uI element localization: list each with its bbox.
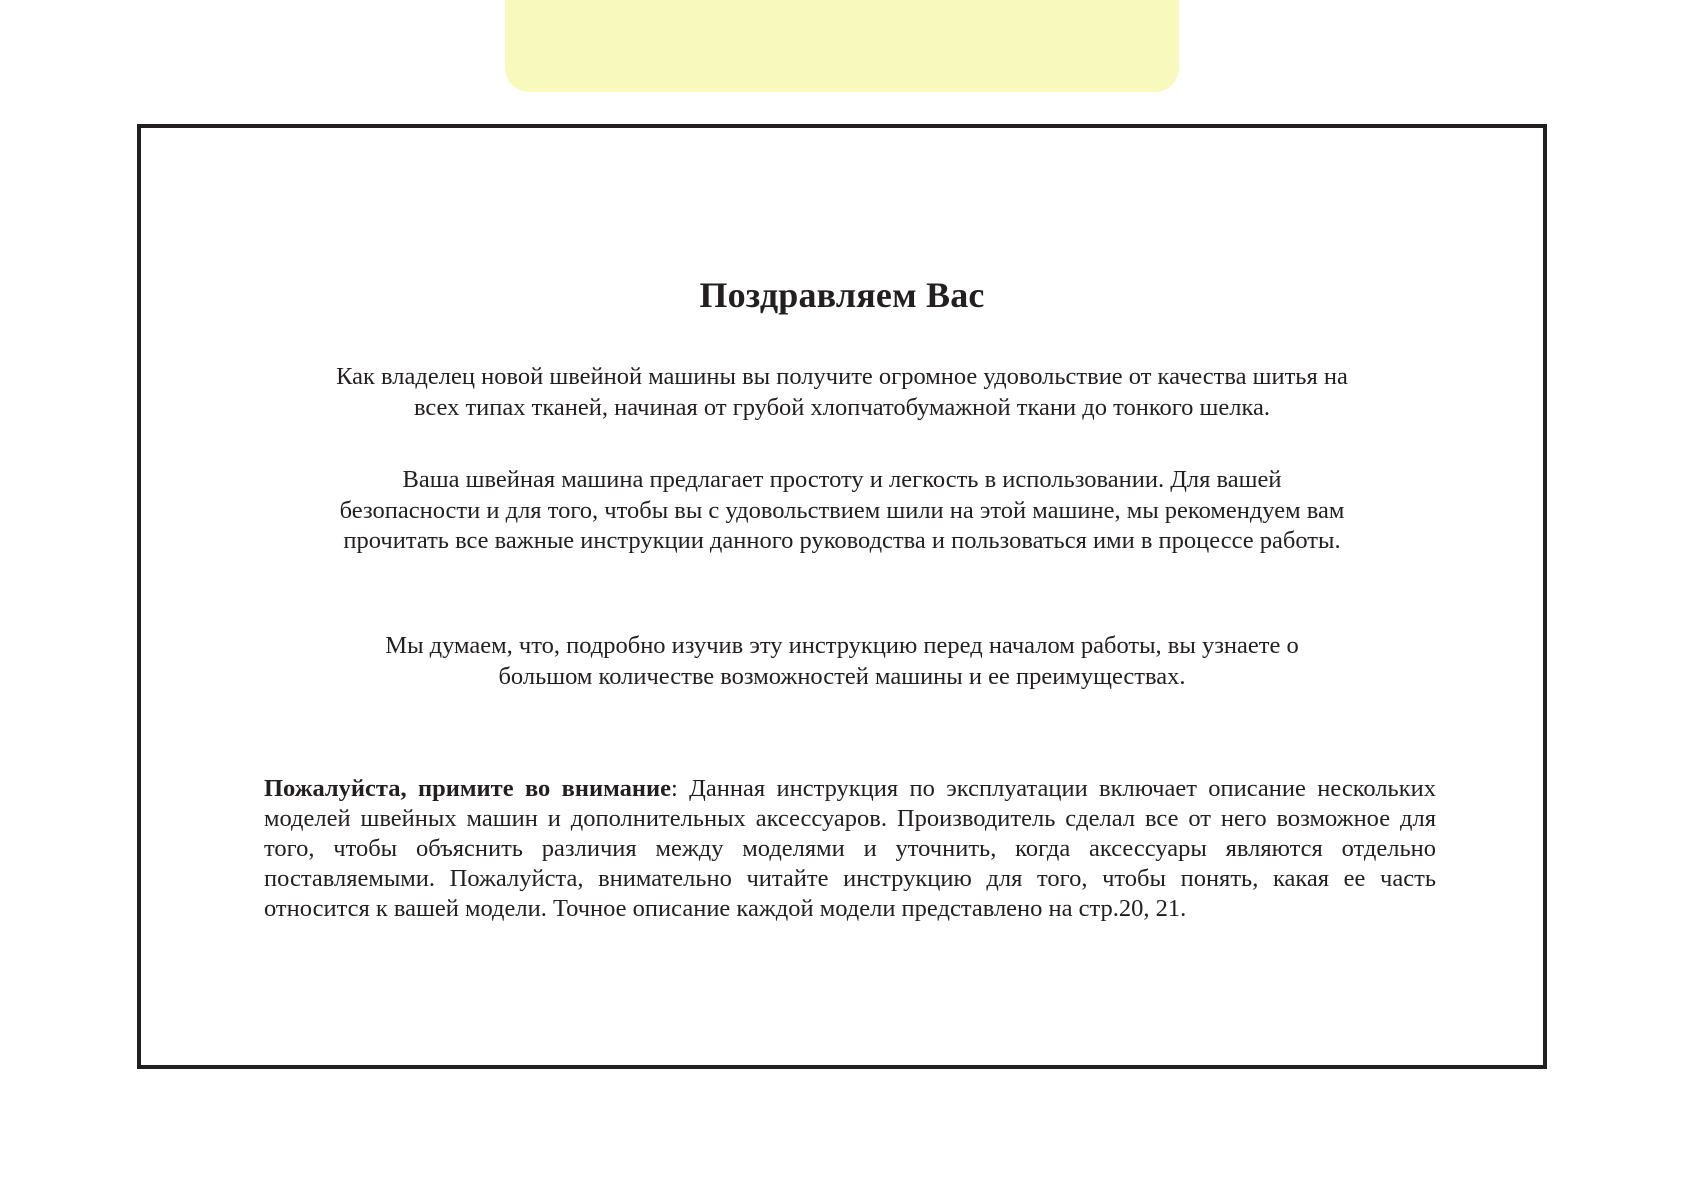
header-tab-block	[505, 0, 1179, 92]
intro-paragraph-1: Как владелец новой швейной машины вы получите огромное удовольствие от качества шитья на всех типах тканей, начиная от грубой хлопчатобумажной ткани до тонкого шелка.	[336, 363, 1348, 421]
page-title: Поздравляем Вас	[699, 275, 985, 315]
note-paragraph	[264, 774, 1436, 924]
intro-paragraph-2: Ваша швейная машина предлагает простоту и легкость в использовании. Для вашей безопасности и для того, чтобы вы с удовольствием шили на этой машине, мы рекомендуем вам прочитать все важные инструкции данного руководства и пользоваться ими в процессе работы.	[339, 466, 1345, 554]
note-text: Данная инструкция по эксплуатации включает описание нескольких моделей швейных машин и дополнительных аксессуаров. Производитель сделал все от него возможное для того, чтобы объяснить различия между моделями и уточнить, когда аксессуары являются отдельно поставляемыми. Пожалуйста, внимательно читайте инструкцию для того, чтобы понять, какая ее часть относится к вашей модели. Точное описание каждой модели представлено на стр.20, 21.	[264, 775, 1436, 922]
note-label: Пожалуйста, примите во внимание	[264, 775, 671, 802]
note-separator: :	[670, 775, 690, 802]
content-frame	[137, 124, 1547, 1069]
intro-paragraph-3: Мы думаем, что, подробно изучив эту инструкцию перед началом работы, вы узнаете о большом количестве возможностей машины и ее преимуществах.	[385, 632, 1299, 690]
